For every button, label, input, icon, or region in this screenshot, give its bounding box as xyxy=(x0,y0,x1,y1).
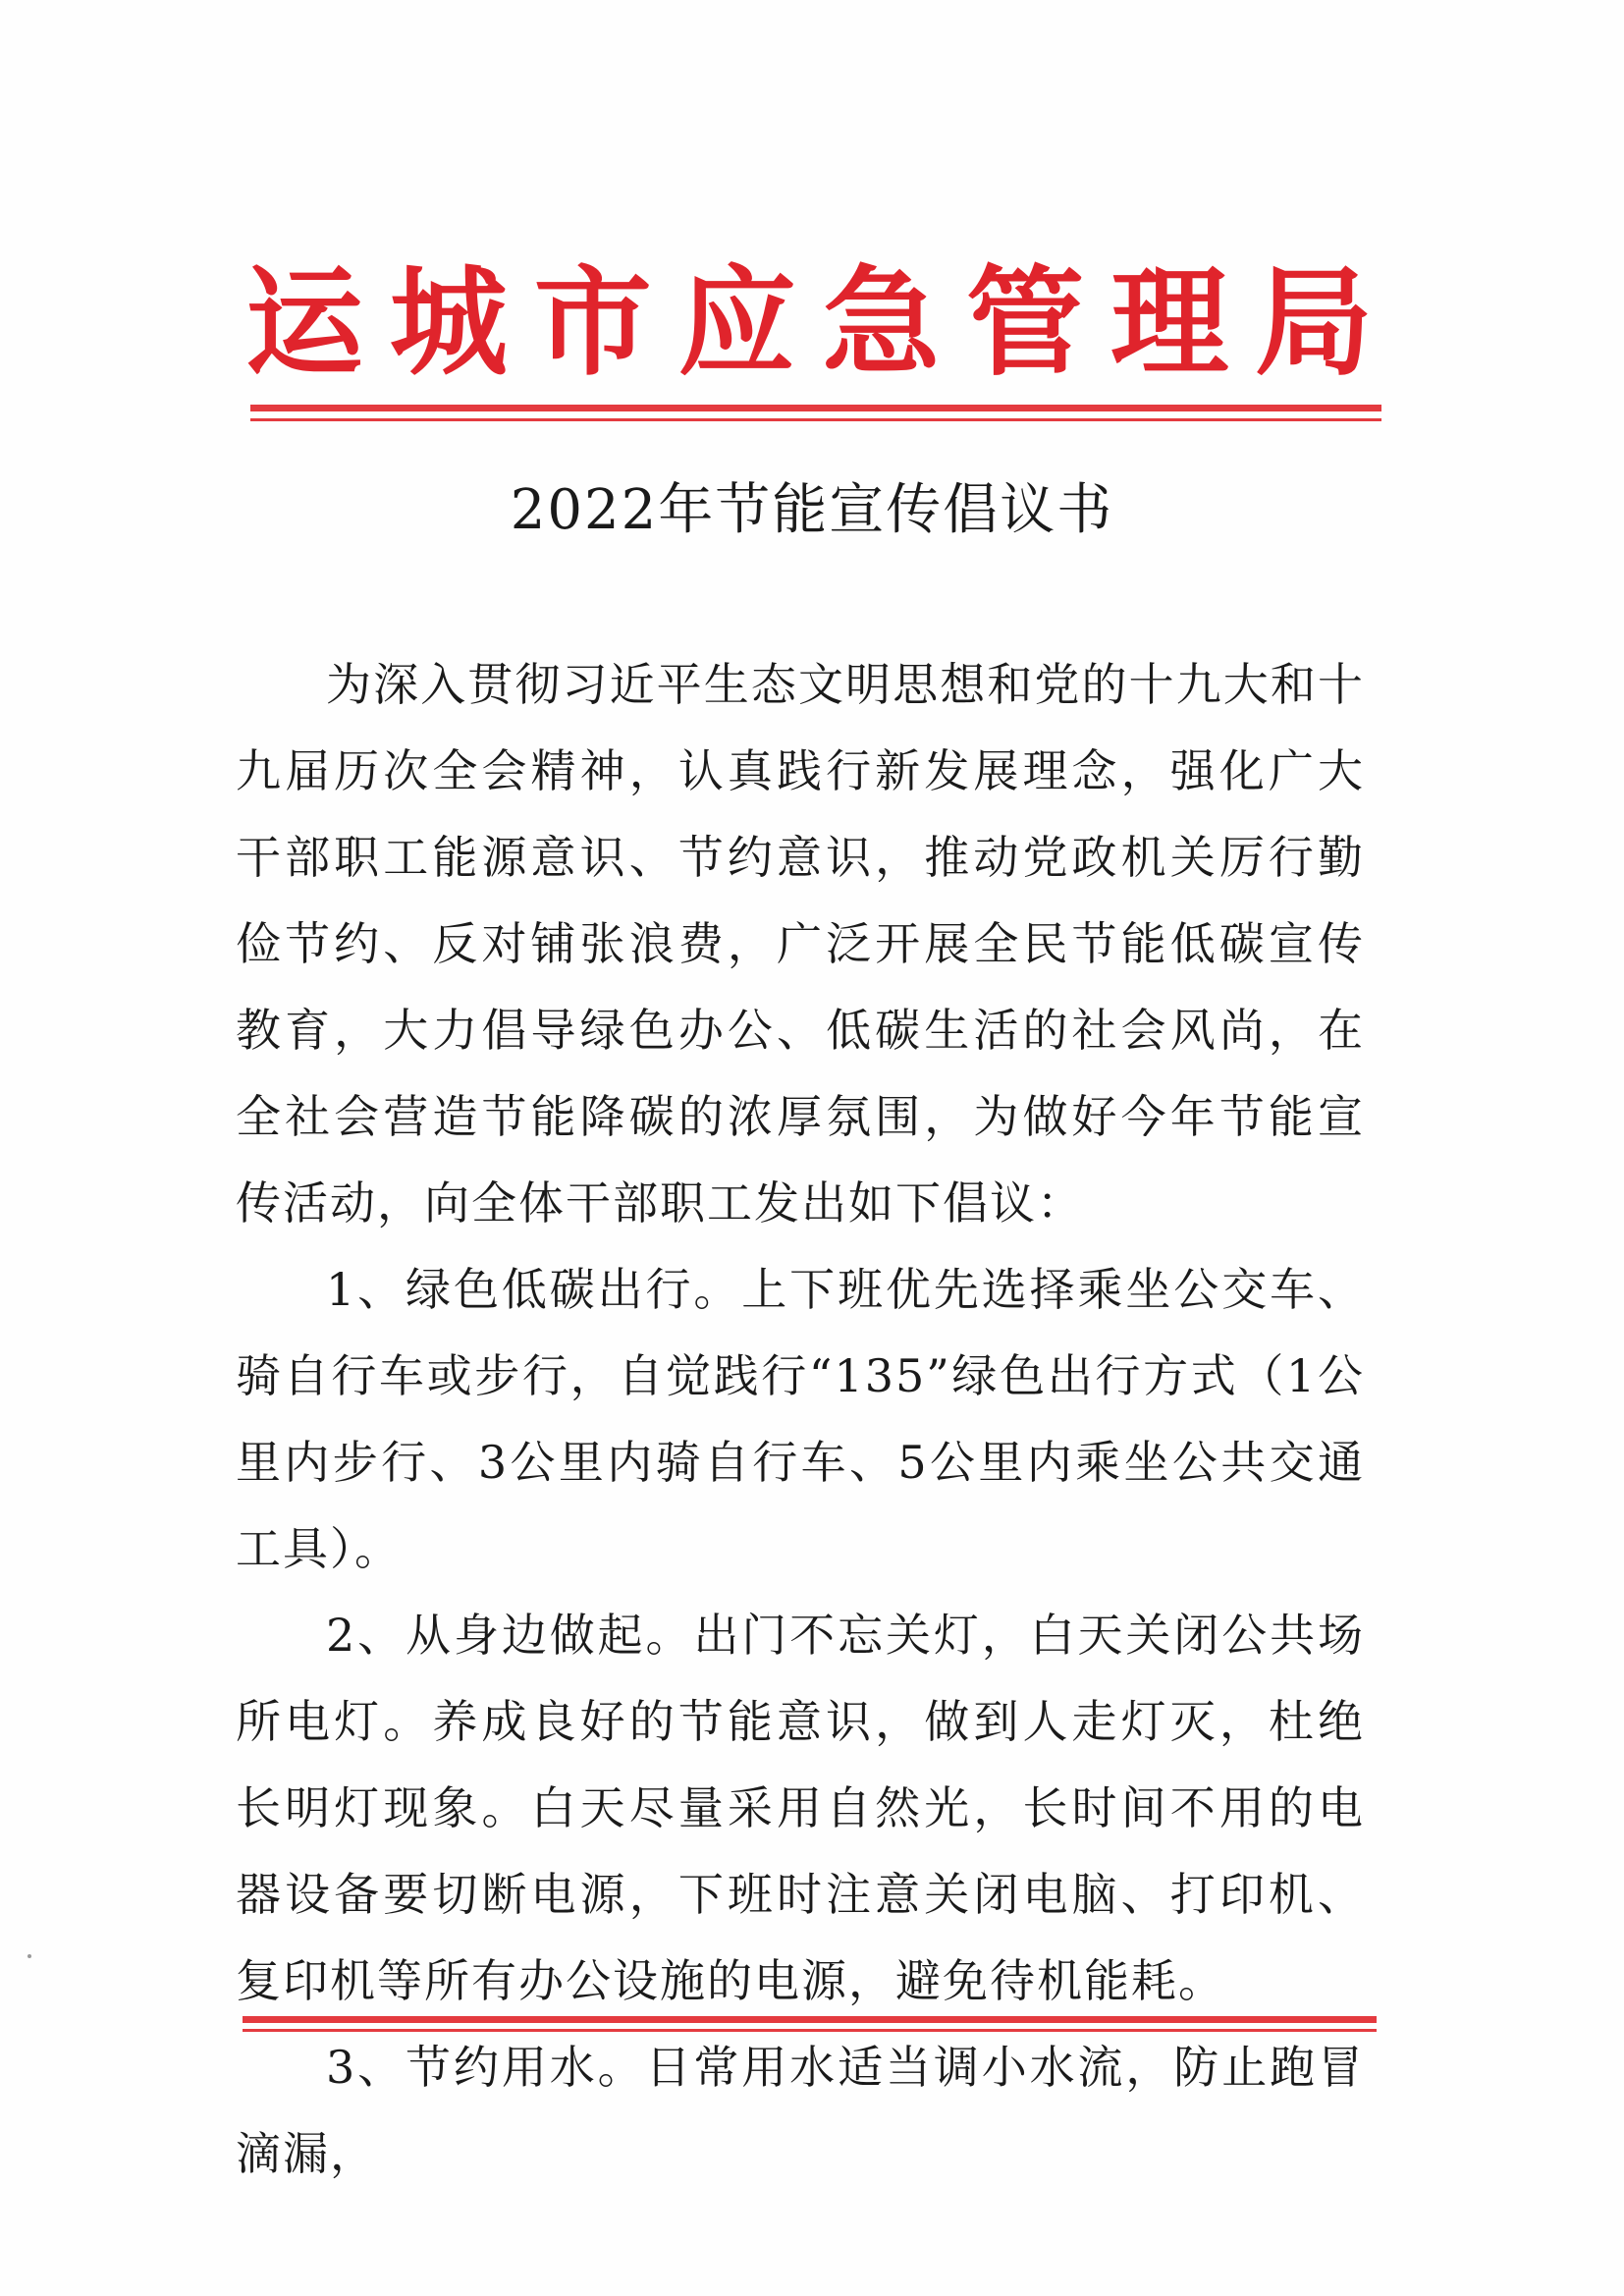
paragraph-item-1: 1、绿色低碳出行。上下班优先选择乘坐公交车、骑自行车或步行，自觉践行“135”绿色出行方式（1公里内步行、3公里内骑自行车、5公里内乘坐公共交通工具）。 xyxy=(236,1263,1365,1575)
header-divider-thin-line xyxy=(250,418,1381,421)
header-divider xyxy=(250,405,1381,421)
document-body xyxy=(236,641,1365,2197)
header-divider-thick-line xyxy=(250,405,1381,411)
paragraph-item-2: 2、从身边做起。出门不忘关灯，白天关闭公共场所电灯。养成良好的节能意识，做到人走灯灭，杜绝长明灯现象。白天尽量采用自然光，长时间不用的电器设备要切断电源，下班时注意关闭电脑、打印机、复印机等所有办公设施的电源，避免待机能耗。 xyxy=(236,1609,1365,2007)
scan-speck xyxy=(27,1954,31,1958)
footer-divider-thin-line xyxy=(243,2029,1377,2032)
paragraph-item-3: 3、节约用水。日常用水适当调小水流，防止跑冒滴漏， xyxy=(236,2041,1365,2180)
footer-divider xyxy=(243,2016,1377,2032)
footer-divider-thick-line xyxy=(243,2016,1377,2023)
organization-header: 运城市应急管理局 xyxy=(245,255,1379,392)
paragraph-intro: 为深入贯彻习近平生态文明思想和党的十九大和十九届历次全会精神，认真践行新发展理念，强化广大干部职工能源意识、节约意识，推动党政机关厉行勤俭节约、反对铺张浪费，广泛开展全民节能低碳宣传教育，大力倡导绿色办公、低碳生活的社会风尚，在全社会营造节能降碳的浓厚氛围，为做好今年节能宣传活动，向全体干部职工发出如下倡议： xyxy=(236,658,1365,1230)
document-title: 2022年节能宣传倡议书 xyxy=(510,478,1114,542)
